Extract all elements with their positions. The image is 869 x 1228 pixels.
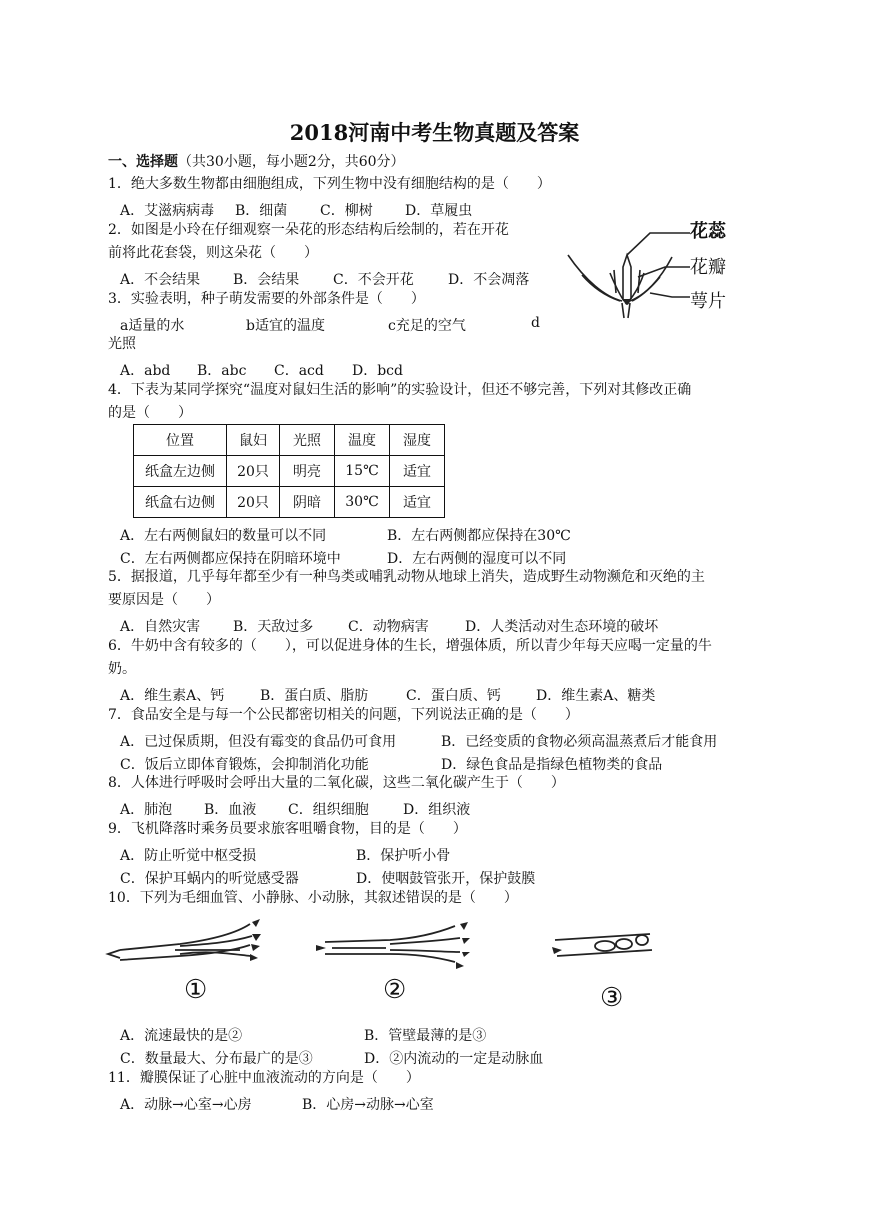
question-6-options (120, 685, 655, 705)
table-cell: 15℃ (335, 456, 390, 487)
question-5-stem-line2: 要原因是（ ） (108, 592, 220, 608)
option-a: A．动脉→心室→心房 (120, 1097, 252, 1113)
option-b: B．左右两侧都应保持在30℃ (387, 528, 571, 544)
question-7-options-row1 (120, 731, 717, 751)
option-a: A．艾滋病病毒 (120, 203, 215, 219)
option-b: B．细菌 (235, 203, 288, 219)
question-2-options (120, 269, 529, 289)
question-7-stem: 7．食品安全是与每一个公民都密切相关的问题，下列说法正确的是（ ） (108, 707, 579, 723)
option-b: B．血液 (204, 802, 257, 818)
option-b: B．蛋白质、脂肪 (260, 688, 369, 704)
vessel-label-3: ③ (600, 983, 624, 1013)
question-3-conditions (120, 315, 540, 335)
option-b: B．abc (197, 363, 247, 379)
option-a: A．流速最快的是② (120, 1028, 243, 1044)
table-cell: 20只 (227, 487, 280, 518)
table-cell: 30℃ (335, 487, 390, 518)
table-cell: 适宜 (390, 487, 445, 518)
option-a: A．防止听觉中枢受损 (120, 848, 257, 864)
table-header: 鼠妇 (227, 425, 280, 456)
option-c: C．acd (274, 363, 324, 379)
table-cell: 20只 (227, 456, 280, 487)
option-b: B．保护听小骨 (356, 848, 451, 864)
vessel-label-2: ② (383, 975, 407, 1005)
question-4-options-row1 (120, 525, 571, 545)
page-title: 2018河南中考生物真题及答案 (289, 120, 580, 145)
question-3-options (120, 360, 403, 380)
option-c: C．保护耳蜗内的听觉感受器 (120, 871, 299, 887)
table-header: 温度 (335, 425, 390, 456)
question-9-options-row2 (120, 868, 535, 888)
question-11-stem: 11．瓣膜保证了心脏中血液流动的方向是（ ） (108, 1070, 420, 1086)
option-c: C．组织细胞 (288, 802, 369, 818)
table-cell: 阴暗 (280, 487, 335, 518)
option-d: D．组织液 (403, 802, 471, 818)
question-2-stem-line1: 2．如图是小玲在仔细观察一朵花的形态结构后绘制的，若在开花 (108, 222, 509, 238)
option-d: D．草履虫 (405, 203, 473, 219)
option-a: A．不会结果 (120, 272, 201, 288)
condition-d: d (531, 315, 540, 331)
question-4-options-row2 (120, 548, 566, 568)
table-header-row (134, 425, 445, 456)
option-c: C．蛋白质、钙 (406, 688, 501, 704)
section-heading: 一、选择题 (108, 154, 178, 170)
option-a: A．自然灾害 (120, 619, 201, 635)
option-b: B．天敌过多 (233, 619, 314, 635)
option-c: C．柳树 (320, 203, 373, 219)
question-7-options-row2 (120, 754, 662, 774)
flower-diagram (560, 215, 750, 325)
question-10-stem: 10．下列为毛细血管、小静脉、小动脉，其叙述错误的是（ ） (108, 890, 518, 906)
option-d: D．人类活动对生态环境的破坏 (465, 619, 659, 635)
option-b: B．已经变质的食物必须高温蒸煮后才能食用 (441, 734, 718, 750)
condition-b: b适宜的温度 (246, 318, 325, 334)
option-a: A．abd (120, 363, 171, 379)
section-note: （共30小题，每小题2分，共60分） (178, 154, 405, 170)
question-8-options (120, 799, 470, 819)
question-6-stem-line1: 6．牛奶中含有较多的（ ），可以促进身体的生长，增强体质，所以青少年每天应喝一定量的牛 (108, 638, 712, 654)
option-d: D．维生素A、糖类 (536, 688, 656, 704)
question-10-options-row1 (120, 1025, 486, 1045)
option-c: C．动物病害 (348, 619, 429, 635)
option-a: A．维生素A、钙 (120, 688, 225, 704)
question-5-options (120, 616, 658, 636)
option-d: D．使咽鼓管张开，保护鼓膜 (356, 871, 536, 887)
option-d: D．绿色食品是指绿色植物类的食品 (441, 757, 663, 773)
vessel-label-1: ① (184, 975, 208, 1005)
question-8-stem: 8．人体进行呼吸时会呼出大量的二氧化碳，这些二氧化碳产生于（ ） (108, 775, 565, 791)
option-c: C．不会开花 (333, 272, 414, 288)
question-1-stem: 1．绝大多数生物都由细胞组成，下列生物中没有细胞结构的是（ ） (108, 176, 551, 192)
label-stamen-pistil: 花蕊 (690, 221, 726, 242)
section-heading-line (108, 155, 405, 169)
question-10-options-row2 (120, 1048, 543, 1068)
option-d: D．不会凋落 (448, 272, 530, 288)
question-6-stem-line2: 奶。 (108, 661, 136, 677)
table-header: 光照 (280, 425, 335, 456)
table-row (134, 487, 445, 518)
option-c: C．数量最大、分布最广的是③ (120, 1051, 313, 1067)
option-a: A．已过保质期，但没有霉变的食品仍可食用 (120, 734, 397, 750)
condition-c: c充足的空气 (388, 318, 466, 334)
question-4-stem-line2: 的是（ ） (108, 405, 192, 421)
question-9-options-row1 (120, 845, 450, 865)
option-d: D．bcd (352, 363, 403, 379)
table-cell: 纸盒右边侧 (134, 487, 227, 518)
question-3-stem: 3．实验表明，种子萌发需要的外部条件是（ ） (108, 291, 425, 307)
option-b: B．会结果 (233, 272, 300, 288)
option-c: C．左右两侧都应保持在阴暗环境中 (120, 551, 341, 567)
table-cell: 纸盒左边侧 (134, 456, 227, 487)
condition-a: a适量的水 (120, 318, 185, 334)
table-cell: 适宜 (390, 456, 445, 487)
label-petal: 花瓣 (690, 257, 726, 278)
table-cell: 明亮 (280, 456, 335, 487)
question-5-stem-line1: 5．据报道，几乎每年都至少有一种鸟类或哺乳动物从地球上消失，造成野生动物濒危和灭绝的主 (108, 569, 705, 585)
option-d: D．②内流动的一定是动脉血 (364, 1051, 544, 1067)
question-9-stem: 9．飞机降落时乘务员要求旅客咀嚼食物，目的是（ ） (108, 821, 467, 837)
table-row (134, 456, 445, 487)
blood-vessel-diagram (100, 910, 700, 1020)
question-2-stem-line2: 前将此花套袋，则这朵花（ ） (108, 245, 318, 261)
option-b: B．管壁最薄的是③ (364, 1028, 487, 1044)
table-header: 湿度 (390, 425, 445, 456)
question-4-stem-line1: 4．下表为某同学探究“温度对鼠妇生活的影响”的实验设计，但还不够完善，下列对其修改正确 (108, 382, 692, 398)
condition-d-continued: 光照 (108, 336, 136, 352)
option-a: A．肺泡 (120, 802, 173, 818)
option-b: B．心房→动脉→心室 (302, 1097, 434, 1113)
experiment-table (133, 424, 445, 518)
table-header: 位置 (134, 425, 227, 456)
option-c: C．饭后立即体育锻炼，会抑制消化功能 (120, 757, 369, 773)
question-1-options (120, 200, 472, 220)
option-d: D．左右两侧的湿度可以不同 (387, 551, 567, 567)
question-11-options (120, 1094, 434, 1114)
option-a: A．左右两侧鼠妇的数量可以不同 (120, 528, 327, 544)
label-sepal: 萼片 (690, 291, 726, 312)
